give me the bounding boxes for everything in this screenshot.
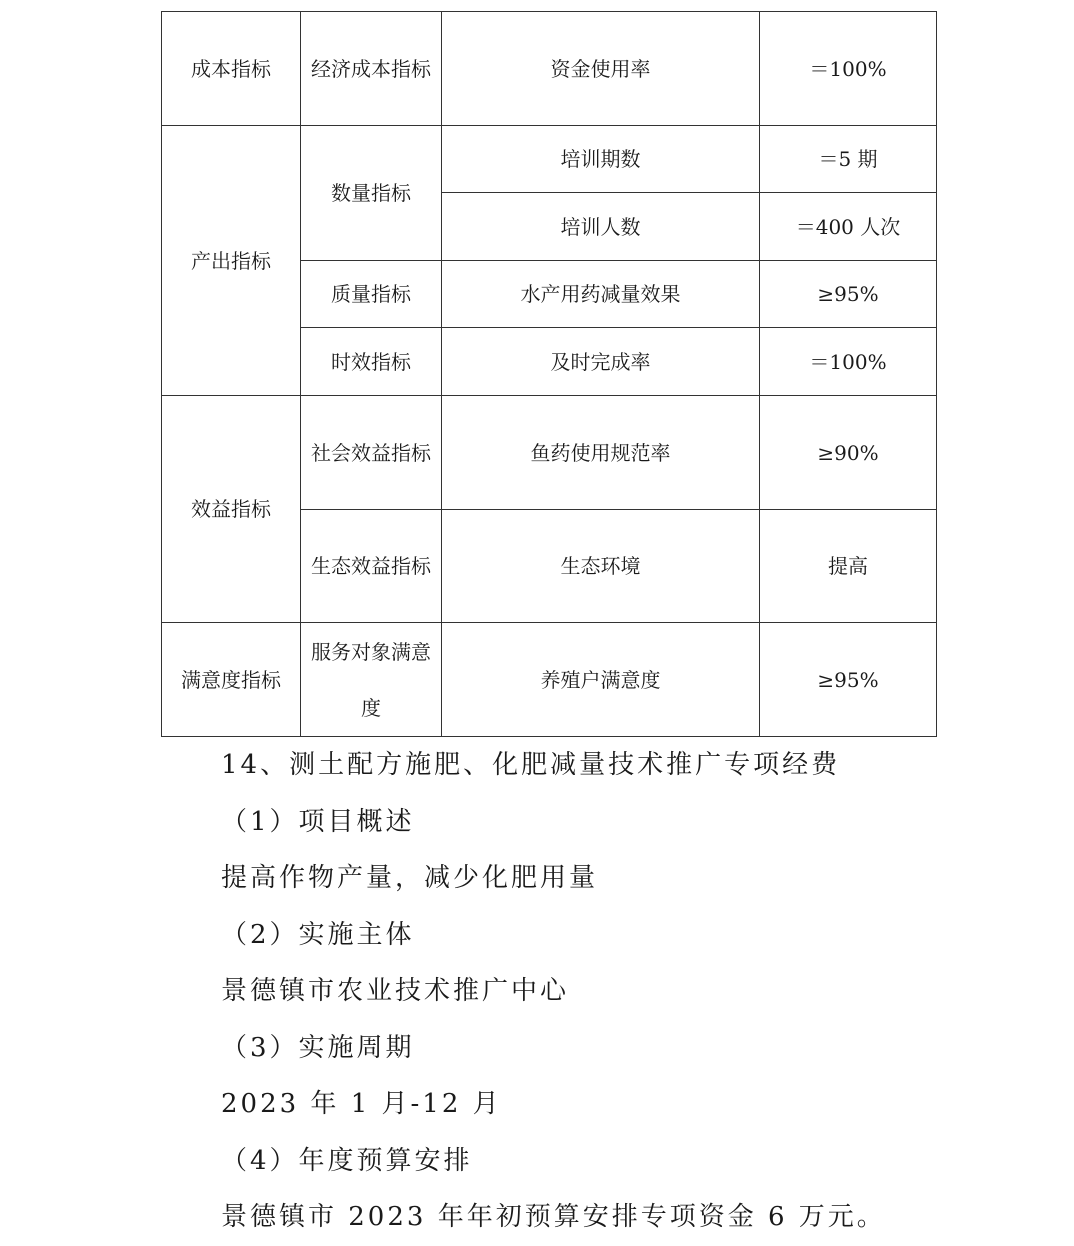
indicator-cell: 生态环境 <box>442 510 760 623</box>
table-row <box>162 12 937 126</box>
category-cell: 产出指标 <box>162 126 301 396</box>
subcategory-cell: 时效指标 <box>301 328 442 396</box>
value-cell: ＝5 期 <box>760 126 937 193</box>
subsection-title: （1）项目概述 <box>221 806 415 837</box>
table-row <box>162 126 937 193</box>
indicator-cell: 资金使用率 <box>442 12 760 126</box>
subcategory-cell: 数量指标 <box>301 126 442 261</box>
category-cell: 成本指标 <box>162 12 301 126</box>
table-row <box>162 623 937 737</box>
section-heading: 14、测土配方施肥、化肥减量技术推广专项经费 <box>221 750 841 780</box>
subcategory-cell: 质量指标 <box>301 261 442 328</box>
subcategory-cell: 经济成本指标 <box>301 12 442 126</box>
subsection-title: （2）实施主体 <box>221 919 415 950</box>
subsection-title: （4）年度预算安排 <box>221 1145 473 1176</box>
value-cell: ＝100% <box>760 328 937 396</box>
value-cell: ≥95% <box>760 623 937 737</box>
value-cell: ＝400 人次 <box>760 193 937 261</box>
paragraph: 景德镇市农业技术推广中心 <box>221 976 570 1006</box>
indicator-cell: 水产用药减量效果 <box>442 261 760 328</box>
indicator-cell: 鱼药使用规范率 <box>442 396 760 510</box>
paragraph: 提高作物产量，减少化肥用量 <box>221 863 599 893</box>
document-body <box>221 737 886 1246</box>
paragraph: 2023 年 1 月-12 月 <box>221 1089 502 1119</box>
value-cell: ≥95% <box>760 261 937 328</box>
category-cell: 满意度指标 <box>162 623 301 737</box>
subcategory-cell: 服务对象满意度 <box>301 623 442 737</box>
paragraph: 景德镇市 2023 年年初预算安排专项资金 6 万元。 <box>221 1202 886 1232</box>
value-cell: ＝100% <box>760 12 937 126</box>
value-cell: 提高 <box>760 510 937 623</box>
indicator-cell: 培训人数 <box>442 193 760 261</box>
subcategory-cell: 社会效益指标 <box>301 396 442 510</box>
value-cell: ≥90% <box>760 396 937 510</box>
category-cell: 效益指标 <box>162 396 301 623</box>
indicator-cell: 培训期数 <box>442 126 760 193</box>
table-row <box>162 396 937 510</box>
subcategory-cell: 生态效益指标 <box>301 510 442 623</box>
indicator-cell: 养殖户满意度 <box>442 623 760 737</box>
subsection-title: （3）实施周期 <box>221 1032 415 1063</box>
performance-indicator-table <box>161 11 937 737</box>
indicator-cell: 及时完成率 <box>442 328 760 396</box>
